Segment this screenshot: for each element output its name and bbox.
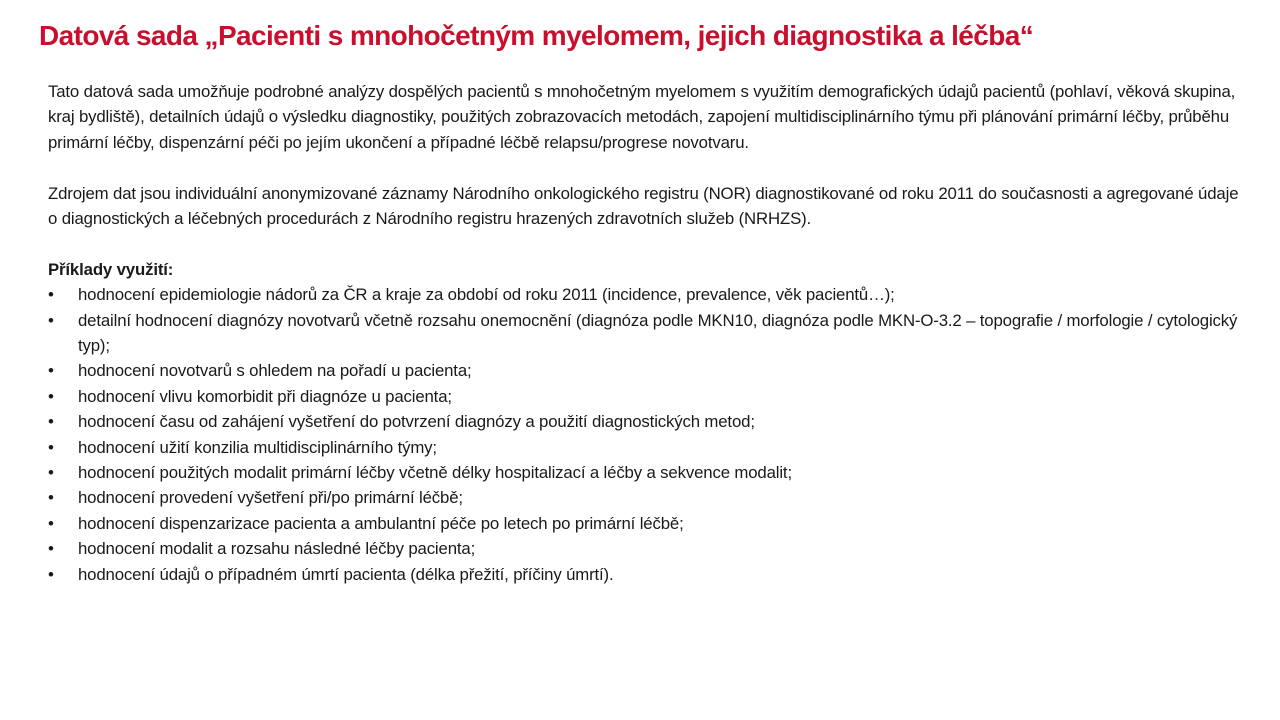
list-item bbox=[48, 384, 1248, 409]
list-item bbox=[48, 308, 1248, 359]
bullet-icon: • bbox=[48, 285, 54, 305]
list-item-text: hodnocení vlivu komorbidit při diagnóze u pacienta; bbox=[78, 386, 452, 406]
list-item-text: hodnocení dispenzarizace pacienta a ambulantní péče po letech po primární léčbě; bbox=[78, 513, 684, 533]
bullet-icon: • bbox=[48, 361, 54, 381]
source-paragraph: Zdrojem dat jsou individuální anonymizované záznamy Národního onkologického registru (NOR) diagnostikované od roku 2011 do současnosti a agregované údaje o diagnostických a léčebných procedurách z Národního registru hrazených zdravotních služeb (NRHZS). bbox=[48, 183, 1239, 229]
bullet-icon: • bbox=[48, 539, 54, 559]
list-item bbox=[48, 485, 1248, 510]
bullet-icon: • bbox=[48, 437, 54, 457]
paragraph-spacer bbox=[48, 155, 1248, 180]
bullet-icon: • bbox=[48, 488, 54, 508]
bullet-icon: • bbox=[48, 564, 54, 584]
list-item-text: hodnocení novotvarů s ohledem na pořadí u pacienta; bbox=[78, 361, 472, 381]
paragraph-spacer bbox=[48, 231, 1248, 256]
list-item-text: hodnocení užití konzilia multidisciplinárního týmy; bbox=[78, 437, 437, 457]
list-item bbox=[48, 511, 1248, 536]
list-item bbox=[48, 358, 1248, 383]
list-item-text: hodnocení epidemiologie nádorů za ČR a kraje za období od roku 2011 (incidence, prevalence, věk pacientů…); bbox=[78, 285, 895, 305]
intro-paragraph: Tato datová sada umožňuje podrobné analýzy dospělých pacientů s mnohočetným myelomem s využitím demografických údajů pacientů (pohlaví, věková skupina, kraj bydliště), detailních údajů o výsledku diagnostiky, použitých zobrazovacích metodách, zapojení multidisciplinárního týmu při plánování primární léčby, průběhu primární léčby, dispenzární péči po jejím ukončení a případné léčbě relapsu/progrese novotvaru. bbox=[48, 82, 1236, 152]
examples-list bbox=[48, 282, 1248, 587]
list-item bbox=[48, 536, 1248, 561]
list-item-text: hodnocení času od zahájení vyšetření do potvrzení diagnózy a použití diagnostických metod; bbox=[78, 412, 755, 432]
list-item-text: hodnocení modalit a rozsahu následné léčby pacienta; bbox=[78, 539, 476, 559]
examples-heading: Příklady využití: bbox=[48, 259, 174, 279]
bullet-icon: • bbox=[48, 463, 54, 483]
slide-title: Datová sada „Pacienti s mnohočetným myelomem, jejich diagnostika a léčba“ bbox=[39, 20, 1034, 51]
list-item bbox=[48, 409, 1248, 434]
list-item-text: hodnocení údajů o případném úmrtí pacienta (délka přežití, příčiny úmrtí). bbox=[78, 564, 614, 584]
list-item bbox=[48, 460, 1248, 485]
list-item-text: hodnocení provedení vyšetření při/po primární léčbě; bbox=[78, 488, 463, 508]
list-item bbox=[48, 435, 1248, 460]
slide-content bbox=[48, 79, 1248, 587]
bullet-icon: • bbox=[48, 386, 54, 406]
bullet-icon: • bbox=[48, 412, 54, 432]
bullet-icon: • bbox=[48, 513, 54, 533]
list-item-text: detailní hodnocení diagnózy novotvarů včetně rozsahu onemocnění (diagnóza podle MKN10, diagnóza podle MKN-O-3.2 – topografie / morfologie / cytologický typ); bbox=[78, 310, 1238, 356]
list-item bbox=[48, 562, 1248, 587]
bullet-icon: • bbox=[48, 310, 54, 330]
list-item bbox=[48, 282, 1248, 307]
list-item-text: hodnocení použitých modalit primární léčby včetně délky hospitalizací a léčby a sekvence modalit; bbox=[78, 463, 792, 483]
